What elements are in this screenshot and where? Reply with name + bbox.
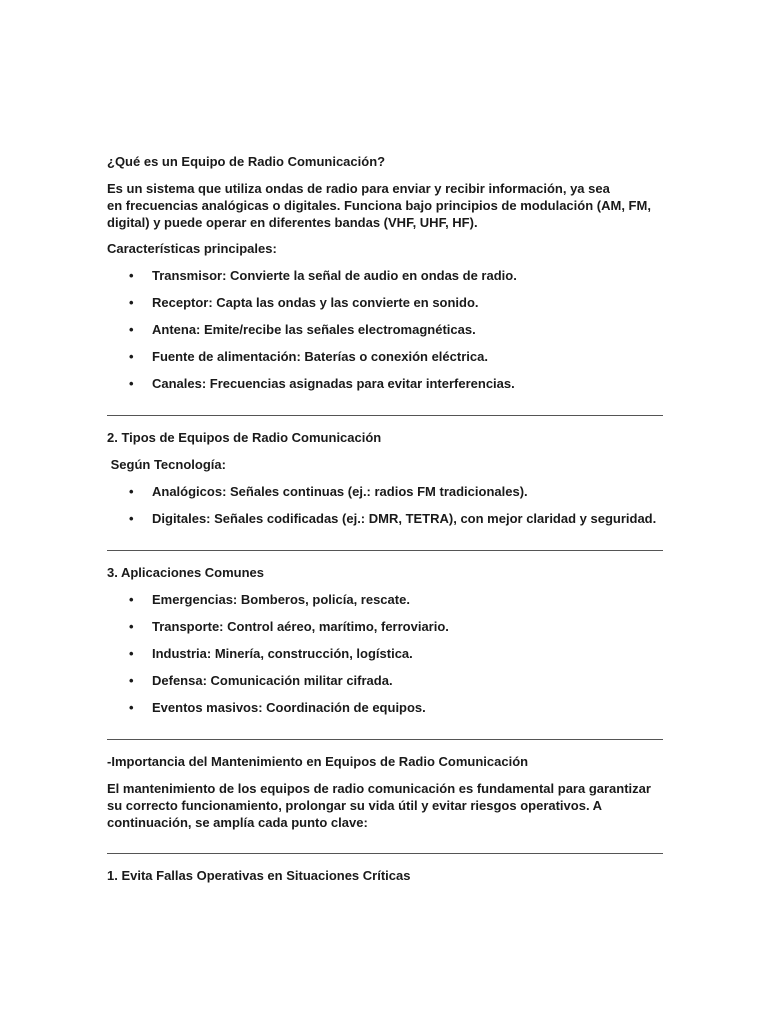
list-item: • Analógicos: Señales continuas (ej.: radios FM tradicionales). [129,484,528,499]
section-title-que-es: ¿Qué es un Equipo de Radio Comunicación? [107,154,386,169]
section-paragraph-que-es: Es un sistema que utiliza ondas de radio para enviar y recibir información, ya sea en frecuencias analógicas o digitales. Funciona bajo principios de modulación (AM, FM, digital) y puede operar en diferentes bandas (VHF, UHF, HF). [107,181,651,230]
section-title-aplicaciones: 3. Aplicaciones Comunes [107,565,265,580]
bullet-icon: • [129,700,134,715]
bullet-icon: • [129,349,134,364]
bullet-icon: • [129,268,134,283]
bullet-list-aplicaciones [107,591,663,717]
subheading-caracteristicas: Características principales: [107,241,277,256]
bullet-list-tipos [107,483,663,528]
section-divider [107,853,663,854]
bullet-icon: • [129,592,134,607]
bullet-icon: • [129,511,134,526]
bullet-icon: • [129,322,134,337]
list-item: • Defensa: Comunicación militar cifrada. [129,673,393,688]
bullet-icon: • [129,376,134,391]
section-title-tipos: 2. Tipos de Equipos de Radio Comunicación [107,430,382,445]
bullet-icon: • [129,646,134,661]
list-item: • Emergencias: Bomberos, policía, rescate. [129,592,410,607]
bullet-list-caracteristicas [107,267,663,393]
list-item: • Antena: Emite/recibe las señales electromagnéticas. [129,322,476,337]
document-page [107,153,663,885]
list-item: • Eventos masivos: Coordinación de equipos. [129,700,426,715]
section-divider [107,415,663,416]
list-item: • Transporte: Control aéreo, marítimo, ferroviario. [129,619,449,634]
list-item: • Industria: Minería, construcción, logística. [129,646,413,661]
section-divider [107,739,663,740]
bullet-icon: • [129,484,134,499]
bullet-icon: • [129,295,134,310]
list-item: • Digitales: Señales codificadas (ej.: DMR, TETRA), con mejor claridad y seguridad. [129,511,657,526]
list-item: • Fuente de alimentación: Baterías o conexión eléctrica. [129,349,488,364]
list-item: • Transmisor: Convierte la señal de audio en ondas de radio. [129,268,517,283]
bullet-icon: • [129,673,134,688]
section-divider [107,550,663,551]
section-title-evita-fallas: 1. Evita Fallas Operativas en Situaciones Críticas [107,868,411,883]
section-paragraph-importancia: El mantenimiento de los equipos de radio comunicación es fundamental para garantizar su correcto funcionamiento, prolongar su vida útil y evitar riesgos operativos. A continuación, se amplía cada punto clave: [107,781,651,830]
subheading-segun-tecnologia: Según Tecnología: [107,457,226,472]
section-title-importancia: -Importancia del Mantenimiento en Equipos de Radio Comunicación [107,754,529,769]
list-item: • Receptor: Capta las ondas y las convierte en sonido. [129,295,479,310]
list-item: • Canales: Frecuencias asignadas para evitar interferencias. [129,376,515,391]
bullet-icon: • [129,619,134,634]
